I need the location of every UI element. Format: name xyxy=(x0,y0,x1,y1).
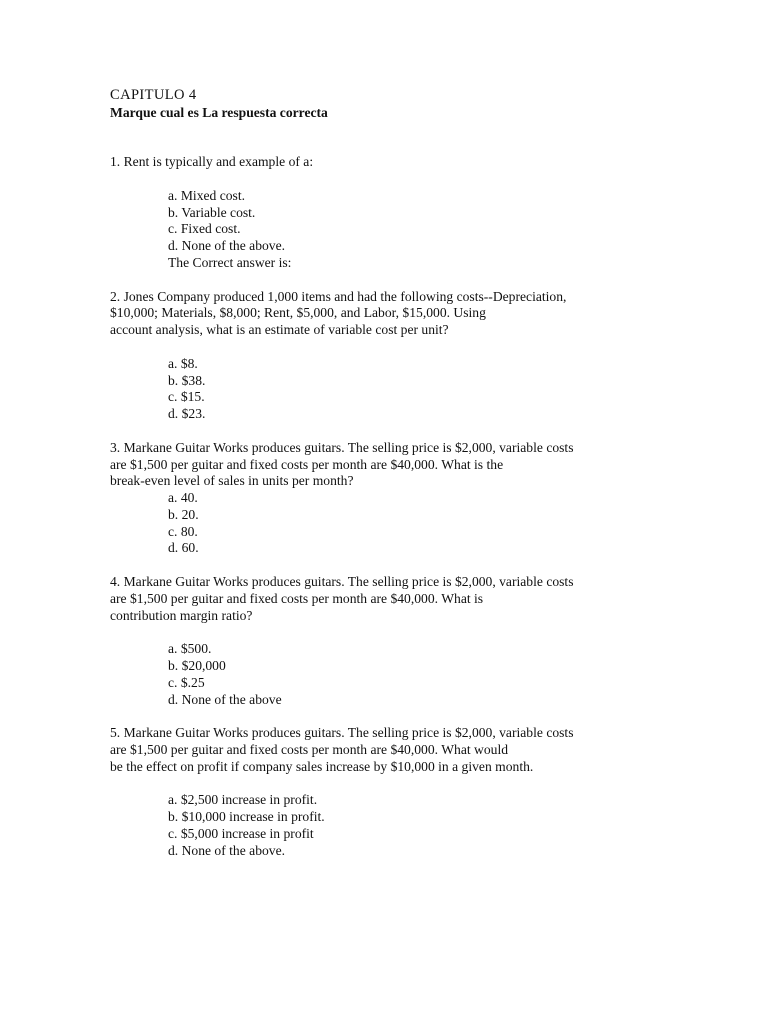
question-1-line-1: 1. Rent is typically and example of a: xyxy=(110,154,314,169)
question-5-line-3: be the effect on profit if company sales increase by $10,000 in a given month. xyxy=(110,759,534,774)
question-1-option-d: d. None of the above. xyxy=(168,238,286,253)
instruction-heading: Marque cual es La respuesta correcta xyxy=(110,105,328,120)
question-1-option-a: a. Mixed cost. xyxy=(168,188,246,203)
question-4-line-2: are $1,500 per guitar and fixed costs per month are $40,000. What is xyxy=(110,591,484,606)
question-3-option-d: d. 60. xyxy=(168,540,199,555)
question-2-option-a: a. $8. xyxy=(168,356,198,371)
question-2-line-3: account analysis, what is an estimate of variable cost per unit? xyxy=(110,322,449,337)
question-4-line-3: contribution margin ratio? xyxy=(110,608,253,623)
question-1-option-c: c. Fixed cost. xyxy=(168,221,241,236)
question-2-option-c: c. $15. xyxy=(168,389,205,404)
question-3-line-3: break-even level of sales in units per month? xyxy=(110,473,354,488)
question-4-option-b: b. $20,000 xyxy=(168,658,226,673)
question-4-option-d: d. None of the above xyxy=(168,692,282,707)
question-2-option-d: d. $23. xyxy=(168,406,206,421)
question-1-option-b: b. Variable cost. xyxy=(168,205,256,220)
question-5-option-b: b. $10,000 increase in profit. xyxy=(168,809,325,824)
question-2-line-1: 2. Jones Company produced 1,000 items and had the following costs--Depreciation, xyxy=(110,289,567,304)
question-5-line-1: 5. Markane Guitar Works produces guitars. The selling price is $2,000, variable costs xyxy=(110,725,574,740)
question-5-option-a: a. $2,500 increase in profit. xyxy=(168,792,318,807)
question-4-option-c: c. $.25 xyxy=(168,675,205,690)
question-2-option-b: b. $38. xyxy=(168,373,206,388)
question-4-line-1: 4. Markane Guitar Works produces guitars. The selling price is $2,000, variable costs xyxy=(110,574,574,589)
question-3-line-2: are $1,500 per guitar and fixed costs per month are $40,000. What is the xyxy=(110,457,504,472)
question-5-option-c: c. $5,000 increase in profit xyxy=(168,826,314,841)
question-5-line-2: are $1,500 per guitar and fixed costs per month are $40,000. What would xyxy=(110,742,509,757)
question-3-option-a: a. 40. xyxy=(168,490,198,505)
question-3-option-c: c. 80. xyxy=(168,524,198,539)
question-1-answer-prompt: The Correct answer is: xyxy=(168,255,292,270)
question-2-line-2: $10,000; Materials, $8,000; Rent, $5,000, and Labor, $15,000. Using xyxy=(110,305,486,320)
question-5-option-d: d. None of the above. xyxy=(168,843,286,858)
question-3-option-b: b. 20. xyxy=(168,507,199,522)
chapter-title: CAPITULO 4 xyxy=(110,87,197,103)
question-4-option-a: a. $500. xyxy=(168,641,212,656)
question-3-line-1: 3. Markane Guitar Works produces guitars. The selling price is $2,000, variable costs xyxy=(110,440,574,455)
